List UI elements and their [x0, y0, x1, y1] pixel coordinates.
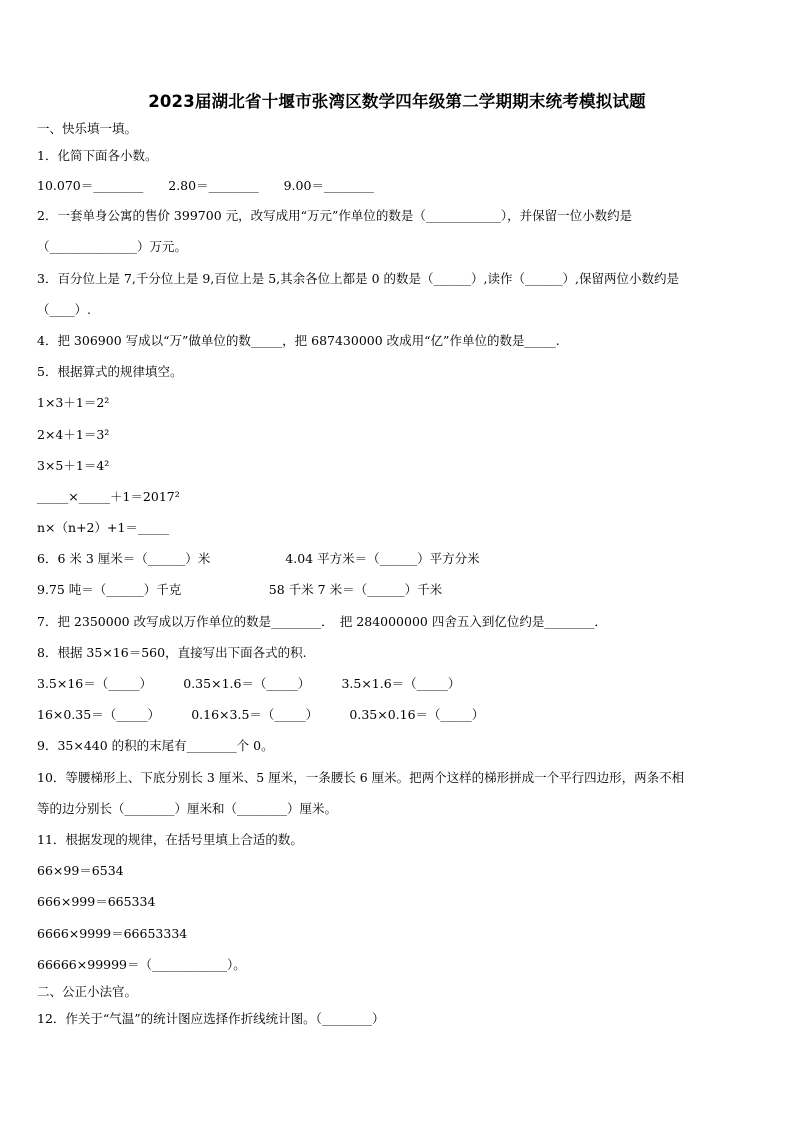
question-11-eq-4: 66666×99999＝（____________）。	[37, 957, 246, 972]
section-heading-1: 一、快乐填一填。	[37, 121, 138, 136]
question-5-eq-1: 1×3＋1＝2²	[37, 395, 110, 410]
section-heading-2: 二、公正小法官。	[37, 984, 138, 999]
question-3-line-2: （____）.	[37, 302, 91, 317]
question-12: 12．作关于“气温”的统计图应选择作折线统计图。（________）	[37, 1011, 385, 1026]
question-4: 4．把 306900 写成以“万”做单位的数_____，把 687430000 改成用“亿”作单位的数是_____.	[37, 333, 560, 348]
question-2-line-1: 2．一套单身公寓的售价 399700 元，改写成用“万元”作单位的数是（____________），并保留一位小数约是	[37, 208, 633, 223]
question-5-eq-3: 3×5＋1＝4²	[37, 458, 110, 473]
question-11-eq-3: 6666×9999＝66653334	[37, 926, 188, 941]
question-9: 9．35×440 的积的末尾有________个 0。	[37, 738, 274, 753]
question-1-items: 10.070＝________ 2.80＝________ 9.00＝________	[37, 178, 374, 193]
question-1: 1．化简下面各小数。	[37, 148, 158, 163]
question-5-eq-4: _____×_____＋1＝2017²	[37, 489, 180, 504]
question-11-eq-1: 66×99＝6534	[37, 863, 124, 878]
question-8-row-2: 16×0.35＝（_____） 0.16×3.5＝（_____） 0.35×0.16＝（_____）	[37, 707, 485, 722]
question-8-row-1: 3.5×16＝（_____） 0.35×1.6＝（_____） 3.5×1.6＝（_____）	[37, 676, 461, 691]
question-6-row-1: 6．6 米 3 厘米＝（______）米 4.04 平方米＝（______）平方分米	[37, 551, 480, 566]
question-10-line-1: 10．等腰梯形上、下底分别长 3 厘米、5 厘米，一条腰长 6 厘米。把两个这样的梯形拼成一个平行四边形，两条不相	[37, 770, 685, 785]
question-8: 8．根据 35×16＝560，直接写出下面各式的积.	[37, 645, 307, 660]
question-6-row-2: 9.75 吨＝（______）千克 58 千米 7 米＝（______）千米	[37, 582, 443, 597]
question-2-line-2: （______________）万元。	[37, 239, 188, 254]
page-title: 2023届湖北省十堰市张湾区数学四年级第二学期期末统考模拟试题	[148, 92, 646, 111]
question-5-eq-2: 2×4＋1＝3²	[37, 427, 110, 442]
question-7: 7．把 2350000 改写成以万作单位的数是________． 把 284000000 四舍五入到亿位约是________．	[37, 614, 607, 629]
question-5: 5．根据算式的规律填空。	[37, 364, 183, 379]
question-5-eq-5: n×（n+2）+1＝_____	[37, 520, 170, 535]
question-10-line-2: 等的边分别长（________）厘米和（________）厘米。	[37, 801, 338, 816]
question-3-line-1: 3．百分位上是 7,千分位上是 9,百位上是 5,其余各位上都是 0 的数是（______）,读作（______）,保留两位小数约是	[37, 271, 680, 286]
question-11-eq-2: 666×999＝665334	[37, 894, 156, 909]
question-11: 11．根据发现的规律，在括号里填上合适的数。	[37, 832, 303, 847]
